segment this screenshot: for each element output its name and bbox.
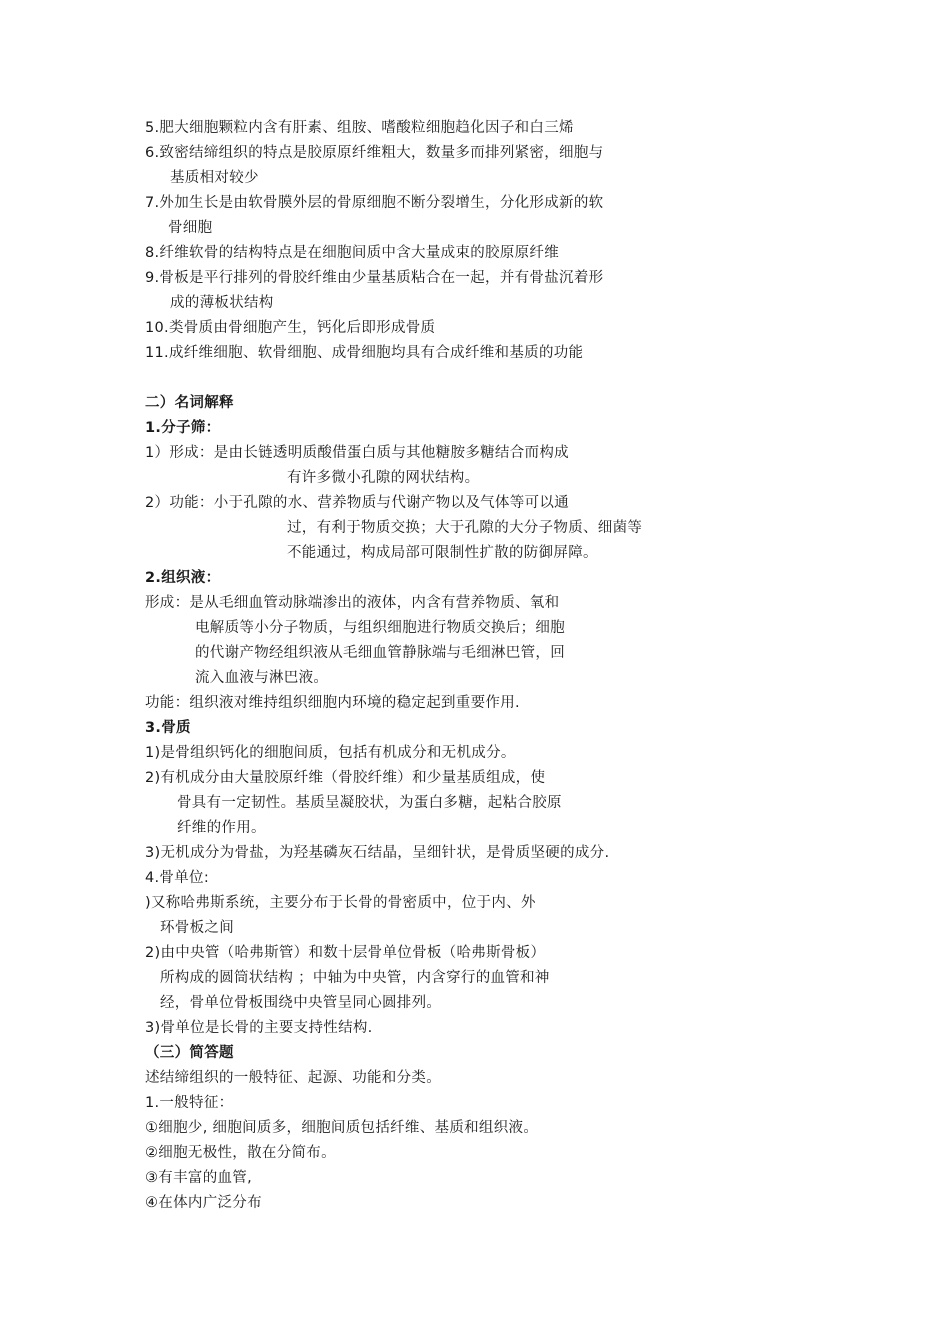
terms-heading: 二）名词解释 [145,395,234,411]
short-answer-line: ③有丰富的血管, [145,1170,253,1186]
term-bone-matrix-title: 3.骨质 [145,720,191,736]
term-osteon-line: 经，骨单位骨板围绕中央管呈同心圆排列。 [160,995,442,1011]
term-osteon-line: )又称哈弗斯系统，主要分布于长骨的骨密质中，位于内、外 [145,895,536,911]
short-answer-subtitle: 1.一般特征： [145,1095,234,1111]
term-molecular-sieve-line: 1）形成：是由长链透明质酸借蛋白质与其他糖胺多糖结合而构成 [145,445,569,461]
term-tissue-fluid-line: 流入血液与淋巴液。 [195,670,329,686]
term-osteon-title: 4.骨单位: [145,870,210,886]
statement-6-cont: 基质相对较少 [170,170,259,186]
term-tissue-fluid-line: 功能：组织液对维持组织细胞内环境的稳定起到重要作用. [145,695,520,711]
term-osteon-line: 所构成的圆筒状结构 ；中轴为中央管，内含穿行的血管和神 [160,970,550,986]
short-answer-line: ①细胞少, 细胞间质多，细胞间质包括纤维、基质和组织液。 [145,1120,539,1136]
statement-10: 10.类骨质由骨细胞产生，钙化后即形成骨质 [145,320,436,336]
term-molecular-sieve-line: 过，有利于物质交换；大于孔隙的大分子物质、细菌等 [287,520,643,536]
term-osteon-line: 2)由中央管（哈弗斯管）和数十层骨单位骨板（哈弗斯骨板） [145,945,546,961]
term-molecular-sieve-title: 1.分子筛： [145,420,221,436]
term-bone-matrix-line: 1)是骨组织钙化的细胞间质，包括有机成分和无机成分。 [145,745,516,761]
short-answer-heading: （三）简答题 [145,1045,234,1061]
term-bone-matrix-line: 纤维的作用。 [177,820,266,836]
statement-9: 9.骨板是平行排列的骨胶纤维由少量基质粘合在一起，并有骨盐沉着形 [145,270,604,286]
term-molecular-sieve-line: 有许多微小孔隙的网状结构。 [287,470,480,486]
term-tissue-fluid-line: 的代谢产物经组织液从毛细血管静脉端与毛细淋巴管，回 [195,645,565,661]
statement-8: 8.纤维软骨的结构特点是在细胞间质中含大量成束的胶原原纤维 [145,245,560,261]
term-bone-matrix-line: 3)无机成分为骨盐，为羟基磷灰石结晶，呈细针状，是骨质坚硬的成分. [145,845,610,861]
statement-7: 7.外加生长是由软骨膜外层的骨原细胞不断分裂增生，分化形成新的软 [145,195,604,211]
short-answer-line: ④在体内广泛分布 [145,1195,262,1211]
statement-7-cont: 骨细胞 [168,220,213,236]
statement-9-cont: 成的薄板状结构 [170,295,274,311]
term-molecular-sieve-line: 2）功能：小于孔隙的水、营养物质与代谢产物以及气体等可以通 [145,495,569,511]
term-tissue-fluid-line: 形成：是从毛细血管动脉端渗出的液体，内含有营养物质、氧和 [145,595,560,611]
short-answer-line: ②细胞无极性，散在分简布。 [145,1145,336,1161]
term-tissue-fluid-line: 电解质等小分子物质，与组织细胞进行物质交换后；细胞 [195,620,565,636]
term-osteon-line: 3)骨单位是长骨的主要支持性结构. [145,1020,373,1036]
statement-5: 5.肥大细胞颗粒内含有肝素、组胺、嗜酸粒细胞趋化因子和白三烯 [145,120,574,136]
statement-11: 11.成纤维细胞、软骨细胞、成骨细胞均具有合成纤维和基质的功能 [145,345,584,361]
term-bone-matrix-line: 2)有机成分由大量胶原纤维（骨胶纤维）和少量基质组成，使 [145,770,546,786]
term-bone-matrix-line: 骨具有一定韧性。基质呈凝胶状，为蛋白多糖，起粘合胶原 [177,795,562,811]
short-answer-question: 述结缔组织的一般特征、起源、功能和分类。 [145,1070,441,1086]
term-osteon-line: 环骨板之间 [160,920,234,936]
term-tissue-fluid-title: 2.组织液： [145,570,221,586]
statement-6: 6.致密结缔组织的特点是胶原原纤维粗大，数量多而排列紧密，细胞与 [145,145,604,161]
term-molecular-sieve-line: 不能通过，构成局部可限制性扩散的防御屏障。 [287,545,598,561]
